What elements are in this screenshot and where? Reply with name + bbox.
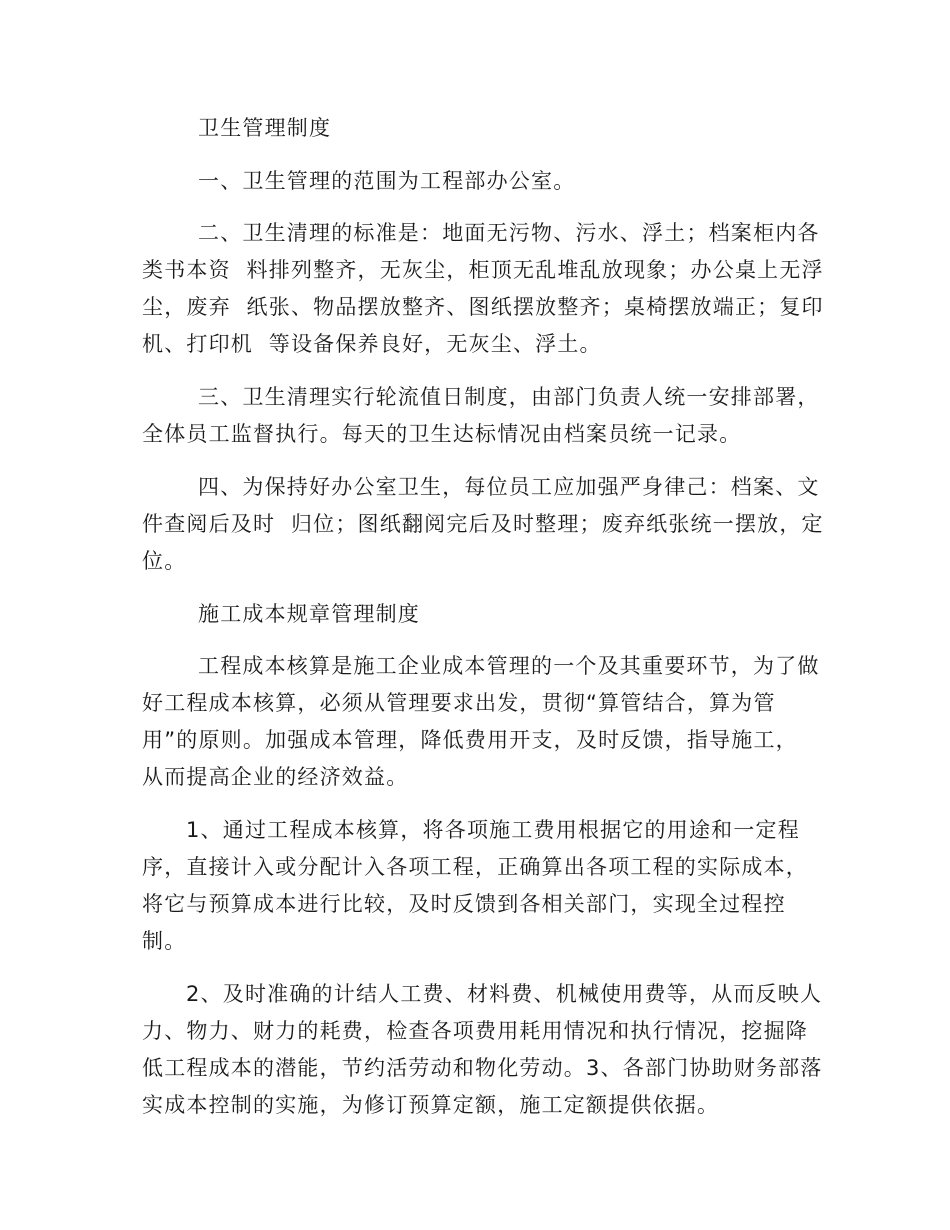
paragraph-line: 尘，废弃 纸张、物品摆放整齐、图纸摆放整齐；桌椅摆放端正；复印 <box>142 295 824 319</box>
paragraph-line: 四、为保持好办公室卫生，每位员工应加强严身律己：档案、文 <box>198 475 820 499</box>
paragraph-line: 将它与预算成本进行比较，及时反馈到各相关部门，实现全过程控 <box>142 892 786 916</box>
paragraph-line: 二、卫生清理的标准是：地面无污物、污水、浮土；档案柜内各 <box>198 221 820 245</box>
paragraph-line: 件查阅后及时 归位；图纸翻阅完后及时整理；废弃纸张统一摆放，定 <box>142 512 824 536</box>
paragraph-line: 好工程成本核算，必须从管理要求出发，贯彻“算管结合，算为管 <box>142 691 776 715</box>
section-title-hygiene: 卫生管理制度 <box>198 116 332 140</box>
paragraph-line: 位。 <box>142 549 187 573</box>
section-title-cost: 施工成本规章管理制度 <box>198 602 420 626</box>
paragraph-line: 从而提高企业的经济效益。 <box>142 765 409 789</box>
paragraph-line: 用”的原则。加强成本管理，降低费用开支，及时反馈，指导施工， <box>142 728 798 752</box>
paragraph-line: 序，直接计入或分配计入各项工程，正确算出各项工程的实际成本， <box>142 855 808 879</box>
paragraph-line: 一、卫生管理的范围为工程部办公室。 <box>198 169 576 193</box>
paragraph-line: 力、物力、财力的耗费，检查各项费用耗用情况和执行情况，挖掘降 <box>142 1019 808 1043</box>
paragraph-line: 2、及时准确的计结人工费、材料费、机械使用费等，从而反映人 <box>186 982 823 1006</box>
paragraph-line: 1、通过工程成本核算，将各项施工费用根据它的用途和一定程 <box>186 818 800 842</box>
paragraph-line: 三、卫生清理实行轮流值日制度，由部门负责人统一安排部署， <box>198 385 820 409</box>
paragraph-line: 实成本控制的实施，为修订预算定额，施工定额提供依据。 <box>142 1093 720 1117</box>
paragraph-line: 制。 <box>142 929 187 953</box>
paragraph-line: 类书本资 料排列整齐，无灰尘，柜顶无乱堆乱放现象；办公桌上无浮 <box>142 258 824 282</box>
paragraph-line: 全体员工监督执行。每天的卫生达标情况由档案员统一记录。 <box>142 422 742 446</box>
paragraph-line: 机、打印机 等设备保养良好，无灰尘、浮土。 <box>142 332 602 356</box>
paragraph-line: 工程成本核算是施工企业成本管理的一个及其重要环节，为了做 <box>198 654 820 678</box>
paragraph-line: 低工程成本的潜能，节约活劳动和物化劳动。3、各部门协助财务部落 <box>142 1056 823 1080</box>
